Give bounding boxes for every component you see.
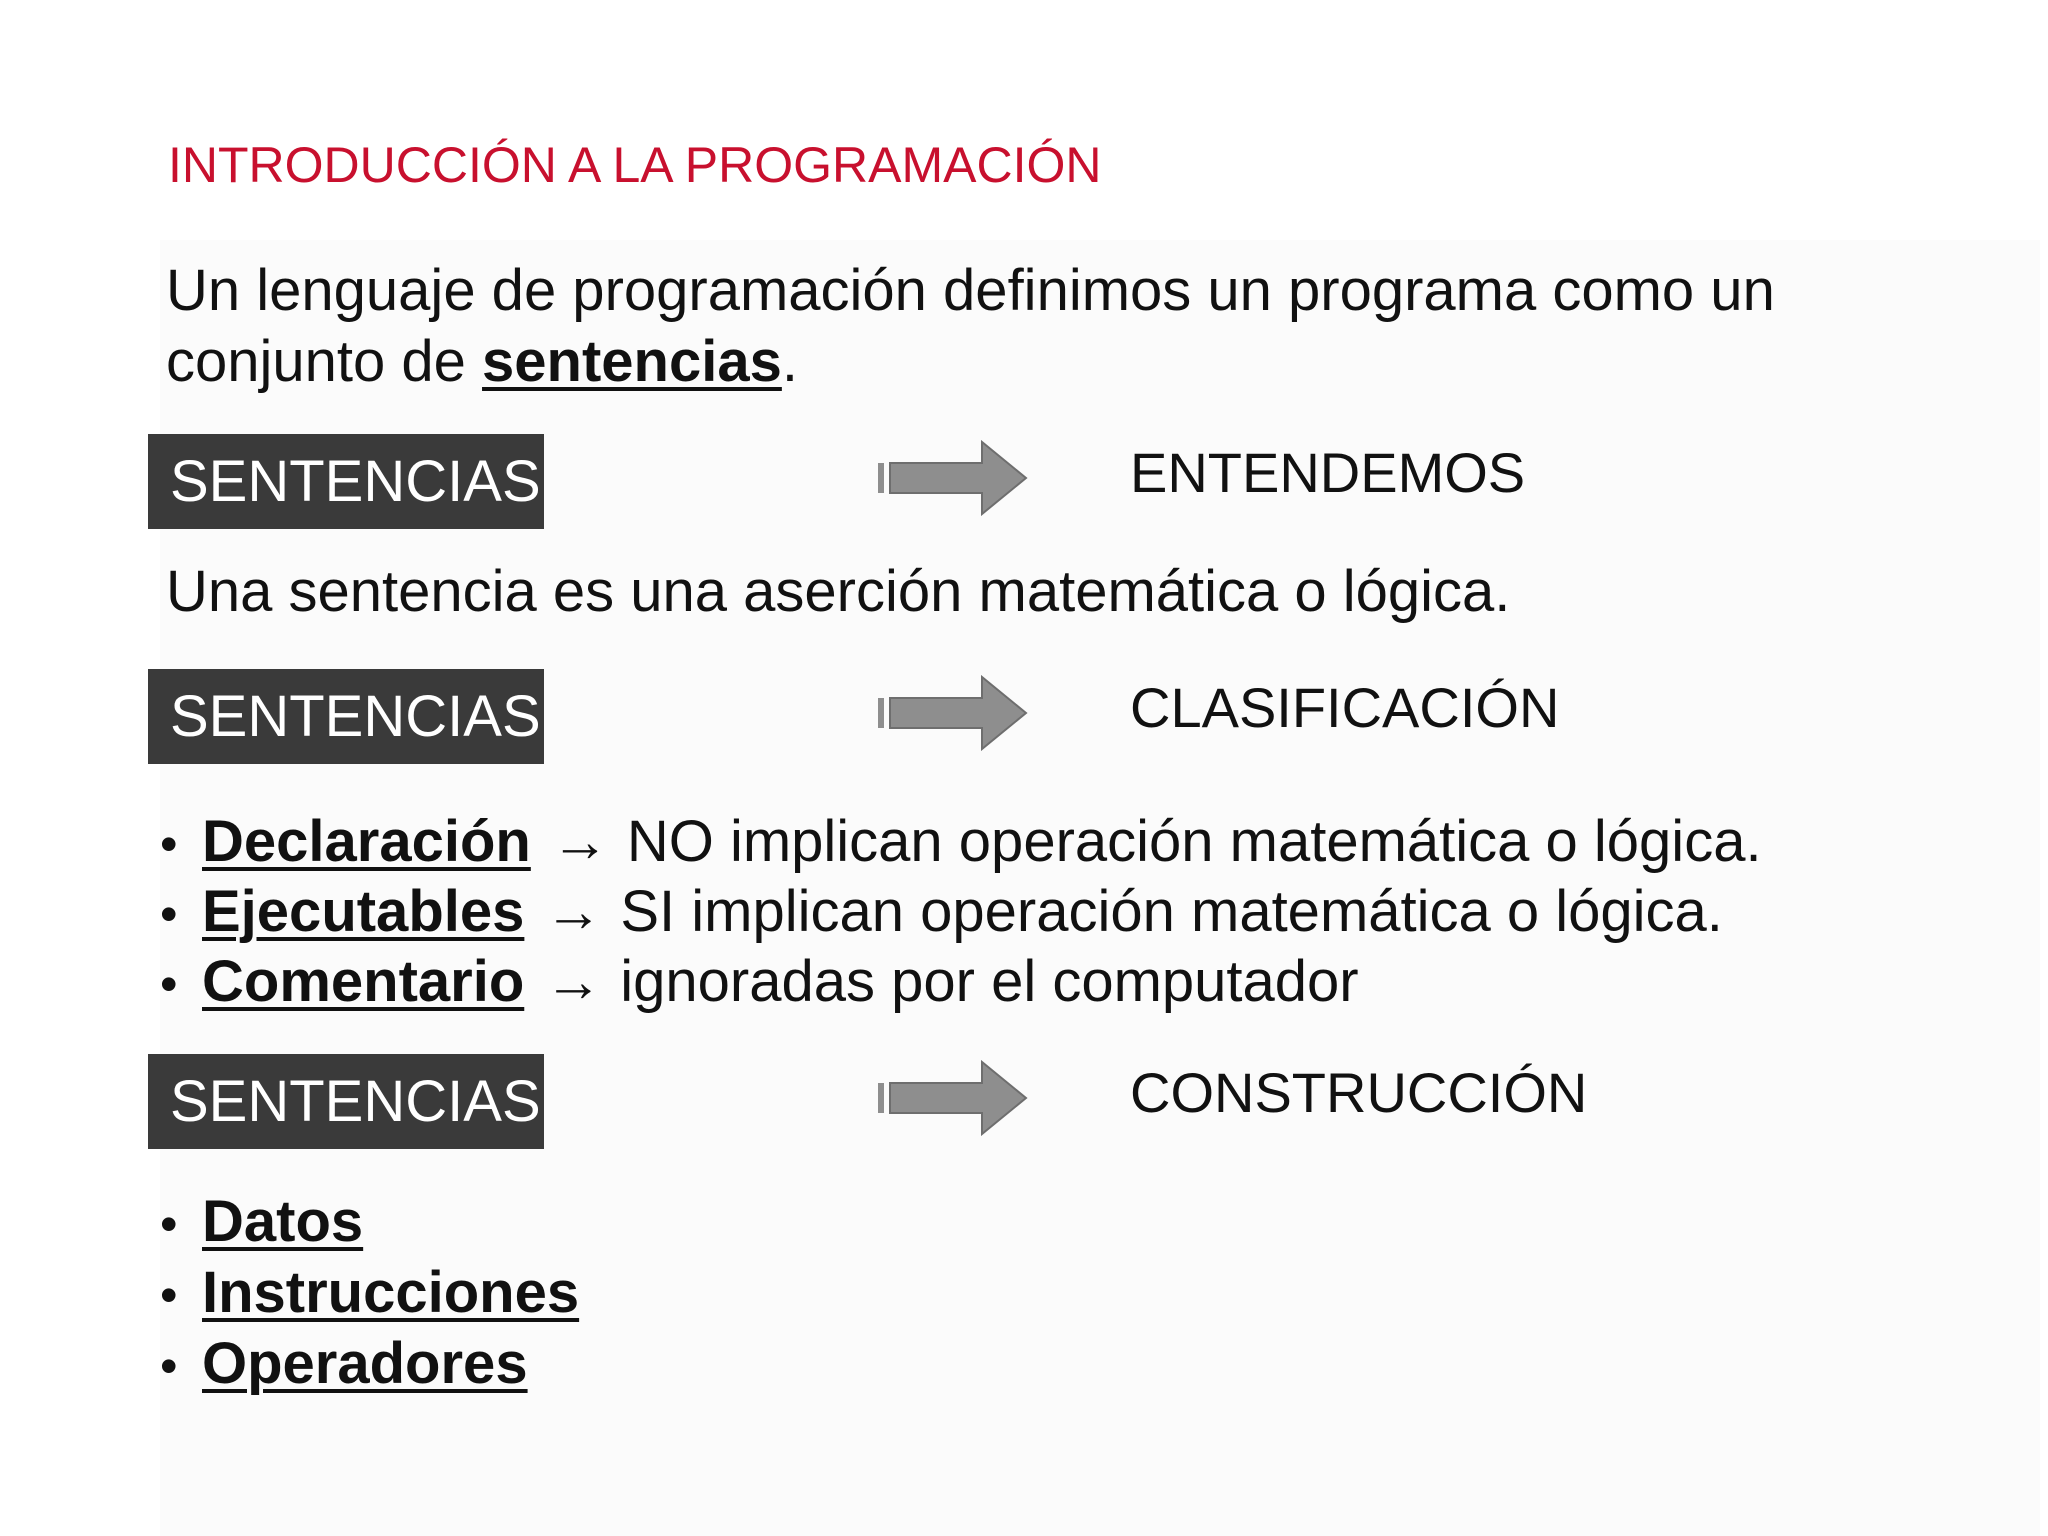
construction-list bbox=[160, 1188, 579, 1401]
slide-title: INTRODUCCIÓN A LA PROGRAMACIÓN bbox=[168, 137, 1102, 193]
row-target-clasificacion: CLASIFICACIÓN bbox=[1130, 676, 1560, 739]
description-declaracion: NO implican operación matemática o lógica. bbox=[626, 809, 1762, 874]
intro-line-2-prefix: conjunto de bbox=[166, 329, 483, 394]
description-ejecutables: SI implican operación matemática o lógica. bbox=[620, 879, 1723, 944]
bullet-icon: • bbox=[160, 816, 178, 872]
intro-line-1: Un lenguaje de programación definimos un programa como un bbox=[166, 258, 1775, 323]
sentencias-label-box-2: SENTENCIAS bbox=[148, 669, 544, 764]
term-instrucciones: Instrucciones bbox=[202, 1260, 580, 1325]
bullet-icon: • bbox=[160, 886, 178, 942]
term-operadores: Operadores bbox=[202, 1331, 528, 1396]
list-item bbox=[160, 1259, 579, 1330]
sentencias-label-box-1: SENTENCIAS bbox=[148, 434, 544, 529]
description-comentario: ignoradas por el computador bbox=[620, 949, 1359, 1014]
block-arrow-right-icon bbox=[876, 675, 1028, 751]
list-item bbox=[160, 948, 1762, 1018]
list-item bbox=[160, 808, 1762, 878]
block-arrow-right-icon bbox=[876, 440, 1028, 516]
bullet-icon: • bbox=[160, 1267, 178, 1323]
sentencias-label-box-3: SENTENCIAS bbox=[148, 1054, 544, 1149]
row-target-entendemos: ENTENDEMOS bbox=[1130, 441, 1526, 504]
bullet-icon: • bbox=[160, 1338, 178, 1394]
bullet-icon: • bbox=[160, 956, 178, 1012]
intro-line-2-suffix: . bbox=[781, 329, 798, 394]
list-item bbox=[160, 878, 1762, 948]
list-item bbox=[160, 1330, 579, 1401]
intro-line-2 bbox=[166, 326, 1775, 397]
sentence-definition: Una sentencia es una aserción matemática o lógica. bbox=[166, 559, 1511, 624]
term-declaracion: Declaración bbox=[202, 809, 531, 874]
term-ejecutables: Ejecutables bbox=[202, 879, 525, 944]
right-arrow-icon: → bbox=[544, 949, 603, 1014]
row-target-construccion: CONSTRUCCIÓN bbox=[1130, 1061, 1588, 1124]
block-arrow-right-icon bbox=[876, 1060, 1028, 1136]
bullet-icon: • bbox=[160, 1196, 178, 1252]
right-arrow-icon: → bbox=[544, 879, 603, 944]
right-arrow-icon: → bbox=[550, 809, 609, 874]
term-datos: Datos bbox=[202, 1189, 364, 1254]
intro-paragraph bbox=[166, 255, 1775, 397]
classification-list bbox=[160, 808, 1762, 1018]
term-comentario: Comentario bbox=[202, 949, 525, 1014]
list-item bbox=[160, 1188, 579, 1259]
intro-keyword-sentencias: sentencias bbox=[482, 329, 782, 394]
